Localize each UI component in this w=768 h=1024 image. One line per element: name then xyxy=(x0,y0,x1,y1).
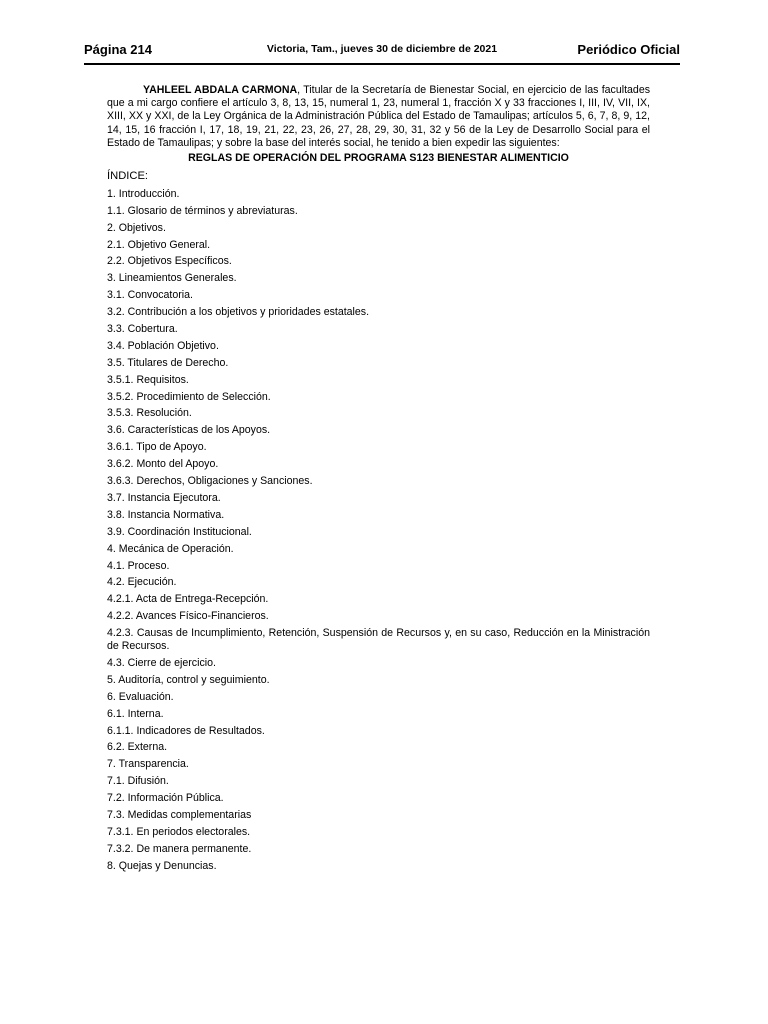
toc-item: 3.5.3. Resolución. xyxy=(107,407,192,420)
toc-item: 3.5. Titulares de Derecho. xyxy=(107,356,229,369)
intro-text: , Titular de la Secretaría de Bienestar Social, en ejercicio de las facultades que a mi cargo confiere el artículo 3, 8, 13, 15, numeral 1, 23, numeral 1, fracción X y 33 fracciones I, III, IV, VII, IX, XIII, XX y XXI, de la Ley Orgánica de la Administración Pública del Estado de Tamaulipas; artículos 5, 6, 7, 8, 9, 12, 14, 15, 16 fracción I, 17, 18, 19, 21, 22, 23, 26, 27, 28, 29, 30, 31, 32 y 56 de la Ley de Desarrollo Social para el Estado de Tamaulipas; y sobre la base del interés social, he tenido a bien expedir las siguientes: xyxy=(107,84,651,149)
toc-item: 4.2.3. Causas de Incumplimiento, Retención, Suspensión de Recursos y, en su caso, Reducción en la Ministración de Recursos. xyxy=(107,627,650,653)
toc-item: 3.1. Convocatoria. xyxy=(107,289,193,302)
toc-item: 7.2. Información Pública. xyxy=(107,792,224,805)
intro-paragraph xyxy=(107,84,650,150)
toc-item: 4.1. Proceso. xyxy=(107,559,170,572)
publication-name: Periódico Oficial xyxy=(577,42,680,57)
toc-item: 4. Mecánica de Operación. xyxy=(107,542,234,555)
document-body xyxy=(107,84,650,873)
toc-item: 2. Objetivos. xyxy=(107,221,166,234)
toc-item: 6.1.1. Indicadores de Resultados. xyxy=(107,724,265,737)
toc-item: 7.3.1. En periodos electorales. xyxy=(107,825,251,838)
toc-item: 3.6.3. Derechos, Obligaciones y Sanciones. xyxy=(107,475,313,488)
toc-item: 6. Evaluación. xyxy=(107,690,174,703)
toc-item: 2.1. Objetivo General. xyxy=(107,238,211,251)
dateline: Victoria, Tam., jueves 30 de diciembre de 2021 xyxy=(266,43,498,55)
toc-item: 4.2.1. Acta de Entrega-Recepción. xyxy=(107,593,269,606)
page-number: Página 214 xyxy=(84,42,152,57)
toc-item: 8. Quejas y Denuncias. xyxy=(107,859,217,872)
toc-item: 7.3.2. De manera permanente. xyxy=(107,842,252,855)
toc-item: 2.2. Objetivos Específicos. xyxy=(107,255,232,268)
toc-item: 3.4. Población Objetivo. xyxy=(107,339,219,352)
author-name: YAHLEEL ABDALA CARMONA xyxy=(143,84,298,96)
toc-item: 7.3. Medidas complementarias xyxy=(107,808,252,821)
toc-item: 7. Transparencia. xyxy=(107,758,189,771)
toc-item: 6.2. Externa. xyxy=(107,741,168,754)
table-of-contents xyxy=(107,184,650,873)
document-title: REGLAS DE OPERACIÓN DEL PROGRAMA S123 BIENESTAR ALIMENTICIO xyxy=(188,152,569,165)
toc-item: 3.8. Instancia Normativa. xyxy=(107,508,225,521)
page-header xyxy=(84,39,680,65)
toc-item: 3.6.2. Monto del Apoyo. xyxy=(107,458,219,471)
toc-item: 3.2. Contribución a los objetivos y prioridades estatales. xyxy=(107,306,370,319)
toc-item: 3. Lineamientos Generales. xyxy=(107,272,237,285)
index-heading: ÍNDICE: xyxy=(107,170,149,183)
toc-item: 6.1. Interna. xyxy=(107,707,164,720)
toc-item: 3.6.1. Tipo de Apoyo. xyxy=(107,441,207,454)
toc-item: 7.1. Difusión. xyxy=(107,775,169,788)
toc-item: 4.2.2. Avances Físico-Financieros. xyxy=(107,610,269,623)
toc-item: 3.9. Coordinación Institucional. xyxy=(107,525,252,538)
toc-item: 3.3. Cobertura. xyxy=(107,323,178,336)
toc-item: 4.2. Ejecución. xyxy=(107,576,177,589)
toc-item: 1.1. Glosario de términos y abreviaturas. xyxy=(107,204,298,217)
toc-item: 3.5.2. Procedimiento de Selección. xyxy=(107,390,271,403)
toc-item: 1. Introducción. xyxy=(107,187,180,200)
toc-item: 3.7. Instancia Ejecutora. xyxy=(107,491,221,504)
toc-item: 5. Auditoría, control y seguimiento. xyxy=(107,673,270,686)
toc-item: 3.6. Características de los Apoyos. xyxy=(107,424,271,437)
toc-item: 4.3. Cierre de ejercicio. xyxy=(107,656,216,669)
toc-item: 3.5.1. Requisitos. xyxy=(107,373,189,386)
